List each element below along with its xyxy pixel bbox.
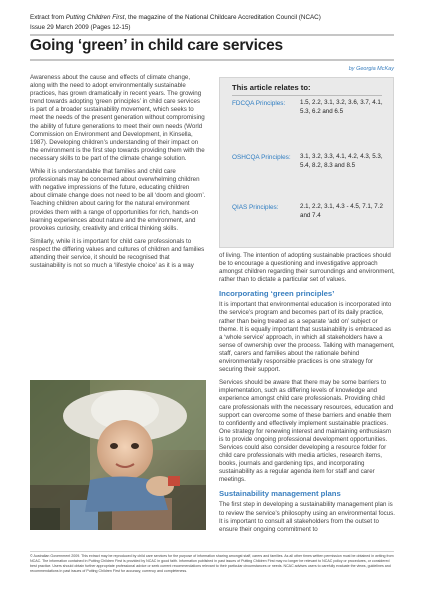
right-paragraph-3: The first step in developing a sustainability management plan is to review the service’s philosophy using an environmental focus. It is important to consult all stakeholders from the outset to ensure their ongoing commitment to xyxy=(219,501,395,533)
fdcqa-label: FDCQA Principles: xyxy=(232,100,286,107)
qias-value: 2.1, 2.2, 3.1, 4.3 - 4.5, 7.1, 7.2 and 7.4 xyxy=(300,203,383,219)
article-title: Going ‘green’ in child care services xyxy=(30,37,283,54)
relates-heading: This article relates to: xyxy=(232,83,311,92)
section-heading-management-plans: Sustainability management plans xyxy=(219,489,341,499)
right-intro: of living. The intention of adopting sustainable practices should be to encourage a questioning and investigative approach amongst children regarding their surroundings and environment, rather than to dictate a particular set of values. xyxy=(219,252,395,284)
right-paragraph-2: Services should be aware that there may be some barriers to implementation, such as differing levels of knowledge and experience amongst child care professionals. Providing child care professionals with the necessary resources, education and support can overcome some of these barriers and enable them to confidently and effectively implement sustainable practices. One strategy for renewing interest and maintaining enthusiasm is to provide ongoing professional development opportunities. Services could also consider developing a resource folder for child care professionals with media articles, research items, books, journals and gardening tips, and incorporating sustainability as a regular agenda item for staff and carer meetings. xyxy=(219,379,394,484)
oshcqa-value: 3.1, 3.2, 3.3, 4.1, 4.2, 4.3, 5.3, 5.4, 8.2, 8.3 and 8.5 xyxy=(300,153,383,169)
title-divider-bottom xyxy=(30,59,394,61)
relates-divider xyxy=(232,95,382,96)
right-paragraph-1: It is important that environmental education is incorporated into the service’s program and becomes part of its daily practice, rather than being treated as a separate ‘add on’ subject or theme. It is equally important that sustainability is embraced as a ‘whole service’ approach, in which all stakeholders have a sense of ownership over the process. Talking with management, staff, carers and families about the rationale behind environmentally responsible practices is one strategy for securing their support. xyxy=(219,301,395,374)
right-column xyxy=(219,252,395,539)
footer-divider xyxy=(30,551,394,552)
relates-to-box xyxy=(219,77,394,248)
left-paragraph-2: While it is understandable that families and child care professionals may be concerned about overwhelming children with negative impressions of the future, educating children about climate change does not need to be all ‘doom and gloom’. Teaching children about caring for the natural environment provides them with a range of opportunities for rich, hands-on learning experiences about nature and the environment, and provokes curiosity, creativity and critical thinking skills. xyxy=(30,168,206,232)
left-column xyxy=(30,74,206,275)
issue-info: Issue 29 March 2009 (Pages 12-15) xyxy=(30,24,131,31)
copyright-footer: © Australian Government 2009. This extract may be reproduced by child care services for the purpose of information sharing amongst staff, carers and families. As all other times written permission must be obtained in writing from NCAC. The information contained in Putting Children First is provided by NCAC in good faith. Information published in past issues of Putting Children First may no longer be relevant to NCAC policy or procedures, or considered best practice. Users should obtain further appropriate professional advice or seek current recommendations relevant to their particular circumstances or needs. NCAC advises users to carefully evaluate the views, guidelines and recommendations in past issues of Putting Children First for accuracy, currency and completeness. xyxy=(30,554,394,573)
section-heading-green-principles: Incorporating ‘green principles’ xyxy=(219,289,335,299)
child-photo xyxy=(30,380,206,530)
extract-note: Extract from Putting Children First, the magazine of the National Childcare Accreditation Council (NCAC) xyxy=(30,14,321,21)
left-paragraph-3: Similarly, while it is important for child care professionals to respect the differing values and cultures of children and families attending their service, it should be recognised that sustainability is not so much a ‘lifestyle choice’ as it is a way xyxy=(30,237,205,270)
article-byline: by Georgia McKay xyxy=(348,66,394,72)
oshcqa-label: OSHCQA Principles: xyxy=(232,154,291,161)
title-divider-top xyxy=(30,34,394,36)
fdcqa-value: 1.5, 2.2, 3.1, 3.2, 3.6, 3.7, 4.1, 5.3, 6.2 and 6.5 xyxy=(300,99,383,115)
left-paragraph-1: Awareness about the cause and effects of climate change, along with the need to adopt environmentally sustainable practices, has grown dramatically in recent years. The growing trend towards adopting ‘green principles’ in child care services is part of a broader sustainability movement, which seeks to meet the needs of the present generation without compromising the ability of future generations to meet their own needs (World Commission on Environment and Development, in Kinsella, 1987). Developing children’s understanding of their impact on the environment is the first step towards providing them with the necessary skills to be part of the climate change solution. xyxy=(30,74,205,162)
qias-label: QIAS Principles: xyxy=(232,204,279,211)
